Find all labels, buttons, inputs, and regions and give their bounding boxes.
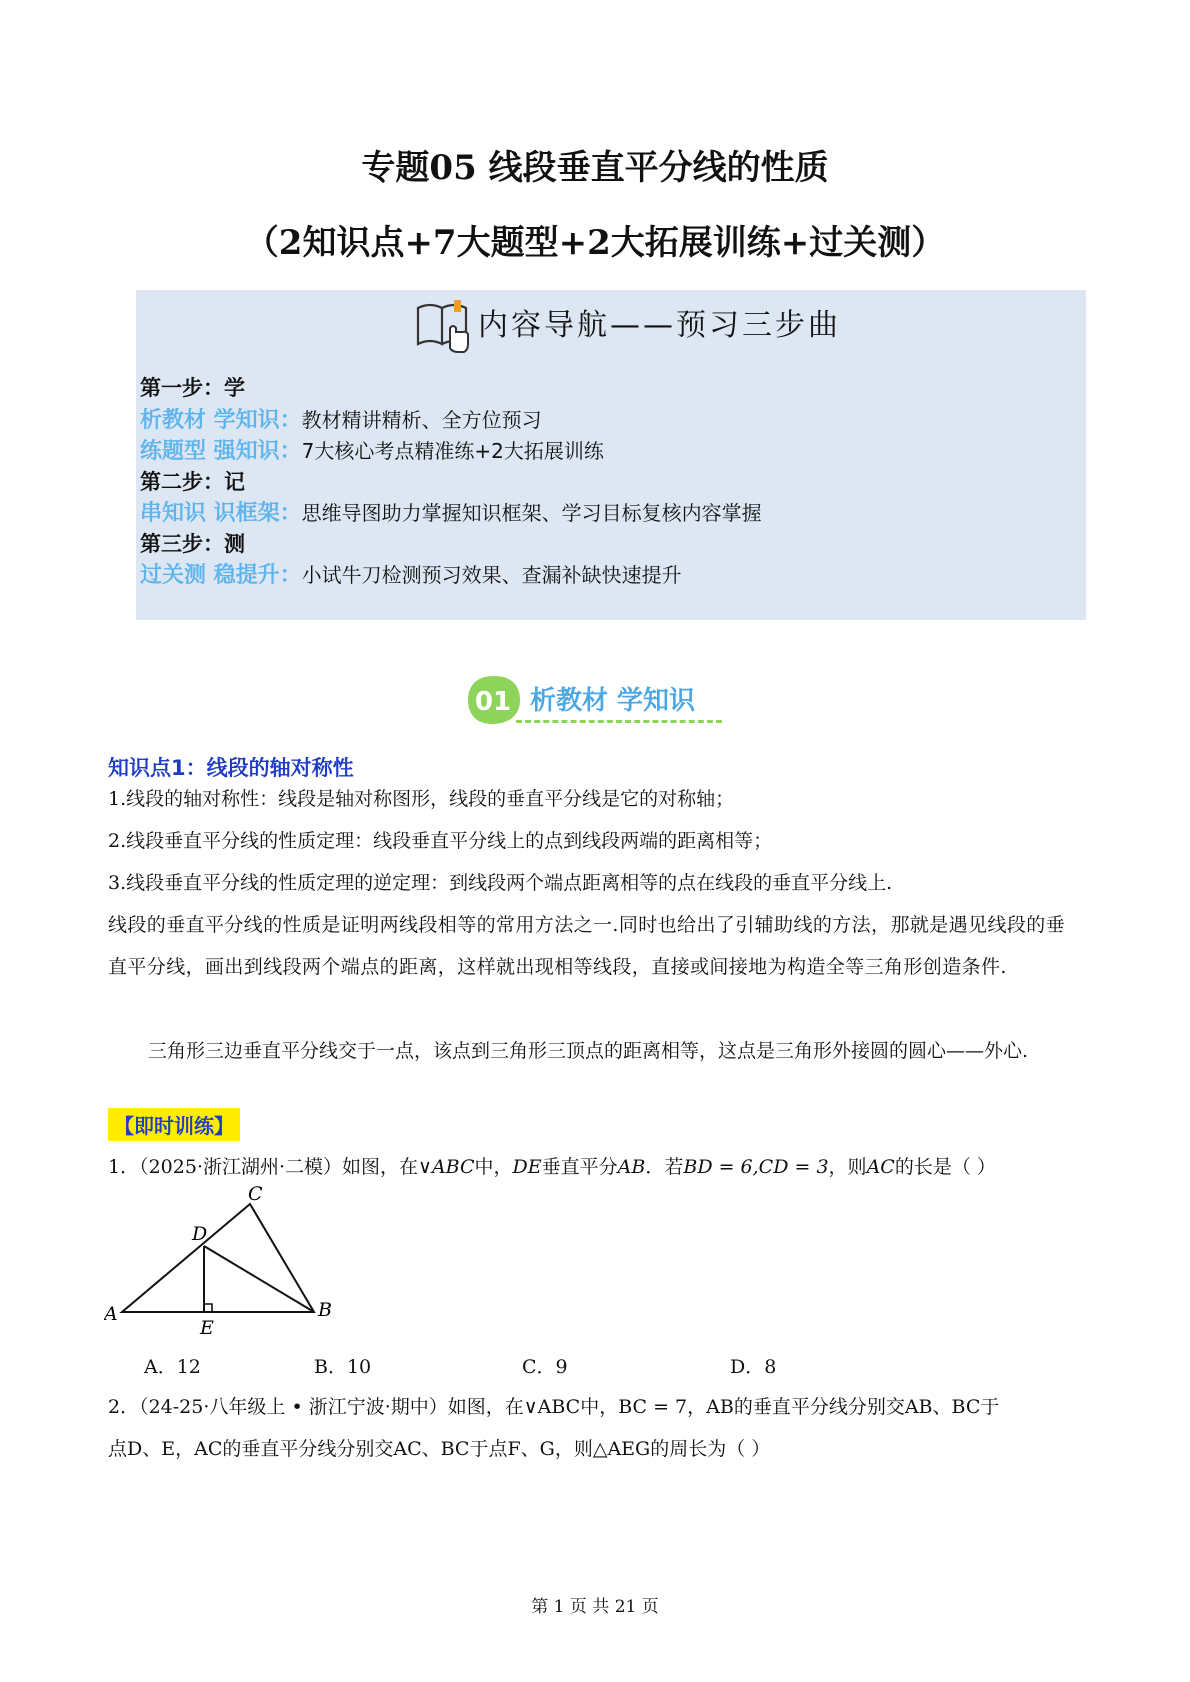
nav-header (136, 290, 1086, 360)
label-c: C (248, 1183, 263, 1205)
label-b: B (318, 1299, 332, 1321)
section-underline (516, 720, 722, 723)
nav-item-key: 析教材 学知识： (140, 408, 302, 433)
q1-ac: AC (866, 1156, 895, 1178)
nav-item-test (140, 558, 682, 589)
section-number: 01 (474, 687, 512, 717)
nav-item-key: 过关测 稳提升： (140, 563, 302, 588)
nav-item-desc: 思维导图助力掌握知识框架、学习目标复核内容掌握 (301, 501, 762, 525)
question-2-line-1: 2．（24-25·八年级上 • 浙江宁波·期中）如图，在∨ABC中，BC = 7，AB的垂直平分线分别交AB、BC于 (108, 1396, 1000, 1418)
q1-text: 中， (474, 1156, 513, 1178)
q1-condition: BD = 6,CD = 3 (683, 1156, 829, 1178)
nav-item-key: 练题型 强知识： (140, 439, 302, 464)
nav-item-framework (140, 496, 762, 527)
label-d: D (192, 1223, 208, 1245)
nav-item-practice (140, 434, 604, 465)
knowledge-para-1: 1.线段的轴对称性：线段是轴对称图形，线段的垂直平分线是它的对称轴； (108, 788, 735, 810)
book-pointer-icon (412, 294, 474, 354)
section-banner (464, 672, 734, 728)
nav-item-desc: 教材精讲精析、全方位预习 (301, 408, 542, 432)
label-a: A (104, 1303, 118, 1325)
page-title: 专题05 线段垂直平分线的性质 (361, 148, 829, 188)
q1-text: ，则 (828, 1156, 867, 1178)
q1-option-b[interactable]: B．10 (314, 1356, 372, 1378)
q1-text: 垂直平分 (541, 1156, 618, 1178)
label-e: E (200, 1317, 214, 1339)
nav-item-key: 串知识 识框架： (140, 501, 302, 526)
nav-step-1: 第一步：学 (140, 376, 245, 400)
nav-item-desc: 小试牛刀检测预习效果、查漏补缺快速提升 (301, 563, 682, 587)
nav-title: 内容导航——预习三步曲 (478, 308, 841, 343)
knowledge-para-4: 线段的垂直平分线的性质是证明两线段相等的常用方法之一.同时也给出了引辅助线的方法，那就是遇见线段的垂直平分线，画出到线段两个端点的距离，这样就出现相等线段，直接或间接地为构造全等三角形创造条件. (108, 914, 1066, 978)
q1-option-c[interactable]: C．9 (522, 1356, 568, 1378)
q1-suffix: 的长是（ ） (894, 1156, 996, 1178)
content-navigation-box (136, 290, 1086, 620)
q1-triangle: ∨ABC (418, 1156, 475, 1178)
practice-tag: 【即时训练】 (108, 1108, 240, 1141)
section-title: 析教材 学知识 (530, 686, 696, 716)
q1-ab: AB (617, 1156, 646, 1178)
q1-text: ．若 (645, 1156, 684, 1178)
q1-de: DE (512, 1156, 542, 1178)
q1-prefix: 1．（2025·浙江湖州·二模）如图，在 (108, 1156, 419, 1178)
nav-step-2: 第二步：记 (140, 470, 245, 494)
knowledge-para-2: 2.线段垂直平分线的性质定理：线段垂直平分线上的点到线段两端的距离相等； (108, 830, 773, 852)
nav-item-desc: 7大核心考点精准练+2大拓展训练 (301, 439, 604, 463)
nav-step-3: 第三步：测 (140, 532, 245, 556)
knowledge-para-3: 3.线段垂直平分线的性质定理的逆定理：到线段两个端点距离相等的点在线段的垂直平分线上. (108, 872, 893, 894)
page-subtitle: （2知识点+7大题型+2大拓展训练+过关测） (244, 223, 946, 263)
q1-option-d[interactable]: D．8 (730, 1356, 777, 1378)
knowledge-heading: 知识点1：线段的轴对称性 (108, 756, 354, 780)
nav-item-learn (140, 403, 542, 434)
section-number-badge (464, 672, 524, 728)
triangle-figure (104, 1182, 344, 1342)
q1-option-a[interactable]: A．12 (144, 1356, 201, 1378)
knowledge-para-5: 三角形三边垂直平分线交于一点，该点到三角形三顶点的距离相等，这点是三角形外接圆的圆心——外心. (148, 1040, 1029, 1062)
question-2-line-2: 点D、E，AC的垂直平分线分别交AC、BC于点F、G，则△AEG的周长为（ ） (108, 1438, 771, 1460)
page-footer: 第 1 页 共 21 页 (531, 1597, 659, 1617)
